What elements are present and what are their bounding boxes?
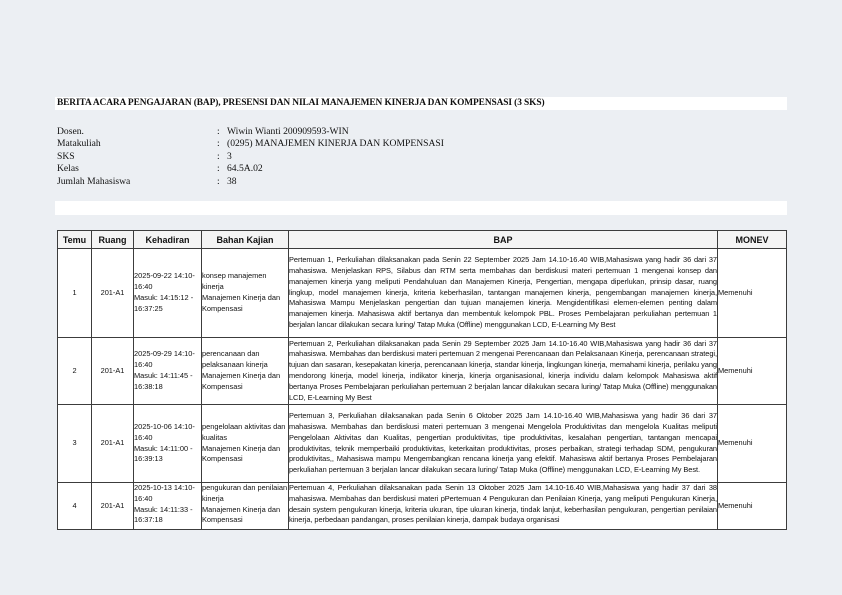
table-row [58,483,787,530]
info-colon: : [217,150,220,162]
info-label: Dosen. [57,126,84,137]
table-row [58,338,787,405]
column-header-ruang: Ruang [92,231,134,249]
cell-ruang: 201-A1 [92,249,134,338]
column-header-bap: BAP [289,231,718,249]
column-header-monev: MONEV [718,231,787,249]
cell-bap [289,338,718,405]
table-row [58,405,787,483]
cell-bahan-kajian [202,405,289,483]
bahan-course: Manajemen Kinerja dan Kompensasi [202,293,281,313]
cell-bap [289,483,718,530]
cell-ruang: 201-A1 [92,405,134,483]
cell-ruang: 201-A1 [92,338,134,405]
bahan-course: Manajemen Kinerja dan Kompensasi [202,371,281,391]
info-label: Matakuliah [57,138,101,150]
cell-monev: Memenuhi [718,338,787,405]
table-row [58,249,787,338]
cell-temu: 1 [58,249,92,338]
kehadiran-schedule: 2025-10-06 14:10-16:40 [134,421,195,442]
cell-temu: 4 [58,483,92,530]
bap-text: Pertemuan 4, Perkuliahan dilaksanakan pada Senin 13 Oktober 2025 Jam 14.10-16.40 WIB,Mahasiswa yang hadir 37 dari 38 mahasiswa. Membahas dan berdiskusi materi pPertemuan 4 Pengukuran dan Penilaian Kinerja, yang meliputi Pengukuran Kinerja, desain system pengukuran kinerja, kriteria ukuran, tipe ukuran kinerja, tindak lanjut, keberhasilan pengukuran, pengertian penilaian kinerja, perbedaan pandangan, proses penilaian kinerja, dampak budaya organisasi [289,483,717,525]
kehadiran-masuk: Masuk: 14:11:33 - 16:37:18 [134,504,193,525]
table-header-row [58,231,787,249]
kehadiran-masuk: Masuk: 14:11:00 - 16:39:13 [134,443,193,464]
bahan-topic: perencanaan dan pelaksanaan kinerja [202,349,268,370]
bap-table [57,230,787,530]
info-label: Kelas [57,163,79,175]
info-value: 3 [227,150,232,162]
info-value: Wiwin Wianti 200909593-WIN [227,126,349,137]
bap-text: Pertemuan 2, Perkuliahan dilaksanakan pada Senin 29 September 2025 Jam 14.10-16.40 WIB,Mahasiswa yang hadir 36 dari 37 mahasiswa. Membahas dan berdiskusi materi pertemuan 2 mengenai Perencanaan dan Pelaksanaan Kinerja, perencanaan strategi, tujuan dan sasaran, kesepakatan kinerja, perencanaan kinerja, standar kinerja, lingkungan kinerja, memahami kinerja, perilaku yang mendorong kinerja, model kinerja, indikator kinerja, kinerja organisasional, kinerja individu dalam kelompok Mahasiswa aktif bertanya Proses Pembelajaran perkuliahan pertemuan 2 berjalan lancar dilakukan secara luring/ Tatap Muka (Offline) menggunakan LCD, E-Learning My Best [289,338,717,402]
info-row-sks [57,151,444,163]
cell-kehadiran [134,405,202,483]
cell-bahan-kajian [202,338,289,405]
cell-bap [289,405,718,483]
info-label: SKS [57,150,75,162]
cell-monev: Memenuhi [718,483,787,530]
cell-kehadiran [134,338,202,405]
column-header-kehadiran: Kehadiran [134,231,202,249]
bahan-course: Manajemen Kinerja dan Kompensasi [202,443,281,464]
cell-bahan-kajian [202,483,289,530]
cell-monev: Memenuhi [718,405,787,483]
bahan-topic: pengelolaan aktivitas dan kualitas [202,421,286,442]
info-row-kelas [57,163,444,175]
cell-kehadiran [134,483,202,530]
kehadiran-masuk: Masuk: 14:11:45 - 16:38:18 [134,371,193,391]
spacer-band [55,201,787,215]
kehadiran-schedule: 2025-09-29 14:10-16:40 [134,349,195,370]
info-colon: : [217,175,220,187]
bahan-course: Manajemen Kinerja dan Kompensasi [202,504,281,525]
column-header-bahan-kajian: Bahan Kajian [202,231,289,249]
course-info [57,126,444,188]
bahan-topic: konsep manajemen kinerja [202,271,267,292]
info-row-dosen [57,126,444,138]
column-header-temu: Temu [58,231,92,249]
info-colon: : [217,126,220,137]
info-value: 38 [227,175,237,187]
info-row-matakuliah [57,138,444,150]
cell-ruang: 201-A1 [92,483,134,530]
page-title: BERITA ACARA PENGAJARAN (BAP), PRESENSI DAN NILAI MANAJEMEN KINERJA DAN KOMPENSASI (3 SKS) [57,98,545,108]
cell-bahan-kajian [202,249,289,338]
cell-bap [289,249,718,338]
info-value: 64.5A.02 [227,163,263,175]
kehadiran-schedule: 2025-10-13 14:10-16:40 [134,483,195,503]
cell-monev: Memenuhi [718,249,787,338]
info-value: (0295) MANAJEMEN KINERJA DAN KOMPENSASI [227,138,444,150]
cell-kehadiran [134,249,202,338]
info-label: Jumlah Mahasiswa [57,175,131,187]
cell-temu: 3 [58,405,92,483]
info-colon: : [217,138,220,150]
cell-temu: 2 [58,338,92,405]
kehadiran-masuk: Masuk: 14:15:12 - 16:37:25 [134,293,194,313]
info-row-jumlah-mahasiswa [57,176,444,188]
bap-text: Pertemuan 1, Perkuliahan dilaksanakan pada Senin 22 September 2025 Jam 14.10-16.40 WIB,Mahasiswa yang hadir 36 dari 37 mahasiswa. Menjelaskan RPS, Silabus dan RTM serta membahas dan berdiskusi materi pertemuan 1 mengenai konsep dan manajemen kinerja yang meliputi Pendahuluan dan Manajemen Kinerja, Pengertian, mengapa diperlukan, prinsip dasar, ruang lingkup, model manajemen kinerja, kriteria keberhasilan, tantangan manajemen kinerja, pengembangan manajemen kinerja, Mahasiswa Mampu Menjelaskan pengertian dan tujuan manajemen kinerja. Mengidentifikasi elemen-elemen penting dalam manajemen kinerja. Mahasiswa aktif bertanya dan membentuk kelompok PBL. Proses Pembelajaran perkuliahan pertemuan 1 berjalan lancar dilakukan secara luring/ Tatap Muka (Offline) menggunakan LCD, E-Learning My Best [289,255,717,329]
kehadiran-schedule: 2025-09-22 14:10-16:40 [134,271,195,292]
info-colon: : [217,163,220,175]
bap-text: Pertemuan 3, Perkuliahan dilaksanakan pada Senin 6 Oktober 2025 Jam 14.10-16.40 WIB,Mahasiswa yang hadir 36 dari 37 mahasiswa. Membahas dan berdiskusi materi pertemuan 3 mengenai Mengelola Produktivitas dan mengelola Kualitas meliputi Pengelolaan Aktivitas dan Kualitas, pengertian produktivitas, tipe produktivitas, kesalahan pengertian, tantangan mencapai produktivitas, teknik memperbaiki produktivitas, keterkaitan produktivitas, proses perbaikan, strategi terhadap SDM, pengukuran produktivitas,, Mahasiswa mampu Mengembangkan rencana kinerja yang efektif. Mahasiswa aktif bertanya Proses Pembelajaran perkuliahan pertemuan 3 berjalan lancar dilakukan secara luring/ Tatap Muka (Offline) menggunakan LCD, E-Learning My Best. [289,411,717,475]
bahan-topic: pengukuran dan penilaian kinerja [202,483,288,503]
